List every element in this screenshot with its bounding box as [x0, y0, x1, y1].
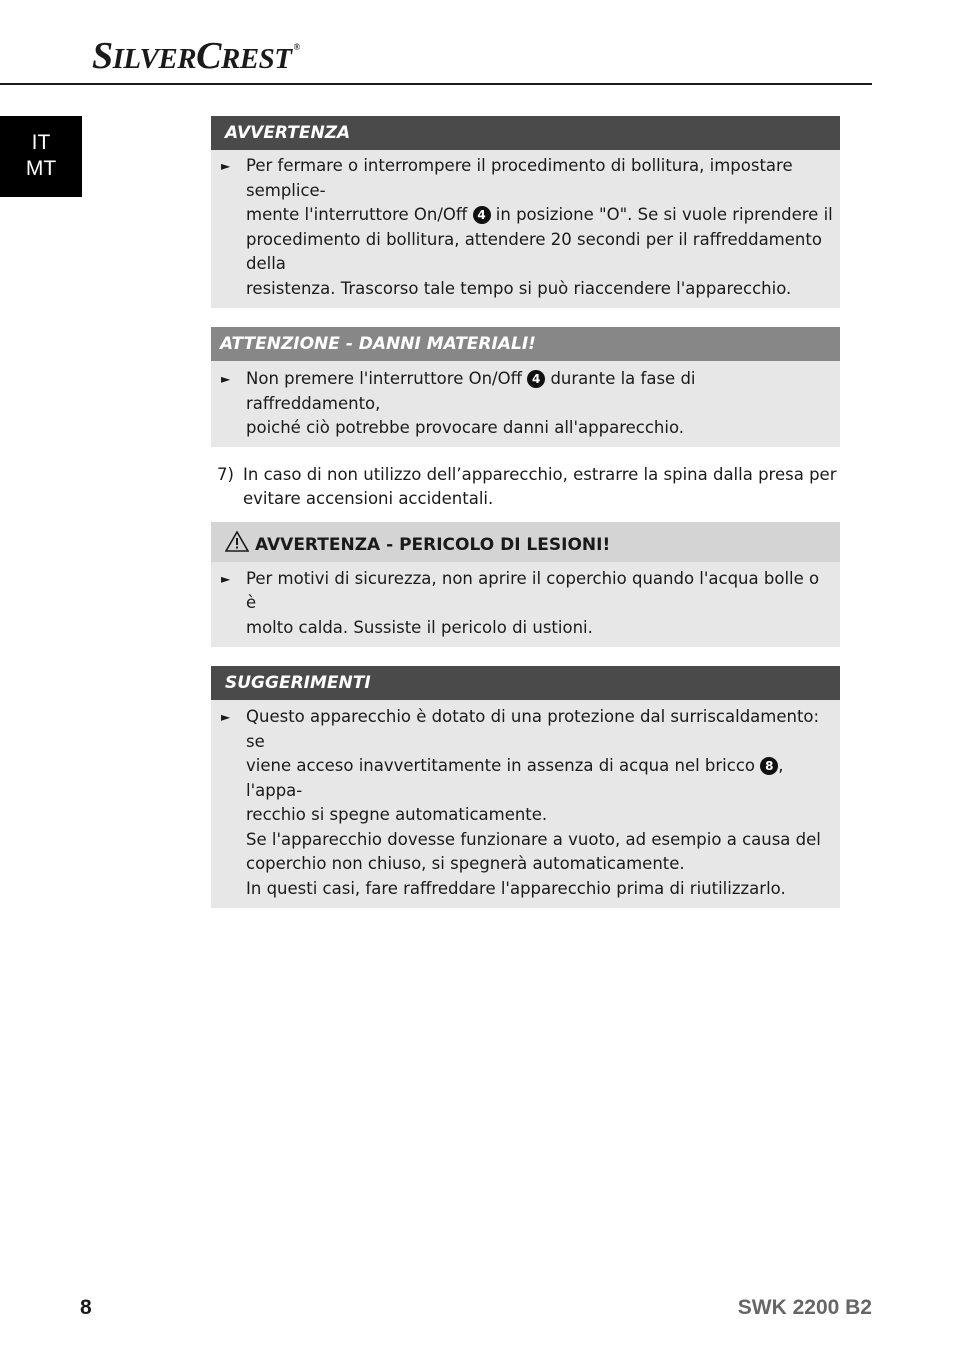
text-line: coperchio non chiuso, si spegnerà automaticamente. — [246, 854, 685, 873]
text-line: In caso di non utilizzo dell’apparecchio, estrarre la spina dalla presa per — [243, 464, 837, 484]
page-number: 8 — [80, 1296, 92, 1319]
text-line: Se l'apparecchio dovesse funzionare a vuoto, ad esempio a causa del — [246, 829, 821, 849]
main-content — [211, 116, 840, 927]
bullet-arrow-icon: ► — [221, 571, 231, 586]
text-line: Per fermare o interrompere il procedimento di bollitura, impostare semplice- — [246, 156, 793, 200]
bullet-arrow-icon: ► — [221, 710, 231, 724]
warning-body — [211, 150, 840, 308]
silvercrest-logo — [92, 34, 300, 78]
part-number-badge: 4 — [527, 370, 545, 388]
text-line: mente l'interruttore On/Off 4 in posizione "O". Se si vuole riprendere il — [246, 205, 833, 224]
tips-title: SUGGERIMENTI — [211, 666, 840, 700]
logo-letters: REST — [220, 43, 292, 75]
caution-body — [211, 361, 840, 447]
text-line: recchio si spegne automaticamente. — [246, 805, 548, 824]
injury-warning-body — [211, 562, 840, 648]
warning-triangle-icon — [225, 524, 249, 570]
registered-mark: ® — [293, 42, 300, 52]
part-number-badge: 8 — [760, 757, 778, 775]
injury-warning-title: AVVERTENZA - PERICOLO DI LESIONI! — [211, 522, 840, 562]
step-7 — [211, 463, 840, 512]
model-number: SWK 2200 B2 — [737, 1296, 872, 1319]
bullet-arrow-icon: ► — [221, 159, 231, 173]
warning-title: AVVERTENZA — [211, 116, 840, 150]
bullet-arrow-icon: ► — [221, 372, 231, 386]
injury-warning-box — [211, 522, 840, 648]
text-line: resistenza. Trascorso tale tempo si può riaccendere l'apparecchio. — [246, 278, 792, 298]
tips-box — [211, 666, 840, 908]
step-number: 7) — [217, 464, 234, 484]
bullet-item — [221, 705, 834, 901]
text-line: molto calda. Sussiste il pericolo di ustioni. — [246, 617, 593, 637]
logo-letters: ILVER — [112, 43, 197, 75]
text-line: evitare accensioni accidentali. — [243, 489, 494, 508]
text-line: Per motivi di sicurezza, non aprire il coperchio quando l'acqua bolle o è — [246, 568, 820, 612]
language-tab — [0, 116, 82, 197]
language-mt: MT — [25, 157, 57, 180]
text-line: In questi casi, fare raffreddare l'apparecchio prima di riutilizzarlo. — [246, 878, 786, 898]
caution-box — [211, 327, 840, 447]
text-line: Non premere l'interruttore On/Off 4 durante la fase di raffreddamento, — [246, 369, 696, 413]
warning-box — [211, 116, 840, 308]
language-it: IT — [31, 131, 51, 154]
bullet-item — [221, 567, 834, 641]
text-line: Questo apparecchio è dotato di una protezione dal surriscaldamento: se — [246, 707, 820, 751]
caution-title: ATTENZIONE - DANNI MATERIALI! — [211, 327, 840, 361]
tips-body — [211, 700, 840, 908]
part-number-badge: 4 — [473, 206, 491, 224]
text-line: viene acceso inavvertitamente in assenza di acqua nel bricco 8 , l'appa- — [246, 756, 784, 800]
logo-letter: S — [92, 35, 113, 77]
logo-letter: C — [196, 35, 221, 77]
bullet-item — [221, 154, 834, 301]
text-line: procedimento di bollitura, attendere 20 secondi per il raffreddamento della — [246, 229, 822, 273]
bullet-item — [221, 367, 834, 441]
text-line: poiché ciò potrebbe provocare danni all'apparecchio. — [246, 418, 684, 437]
header-rule — [0, 83, 872, 85]
